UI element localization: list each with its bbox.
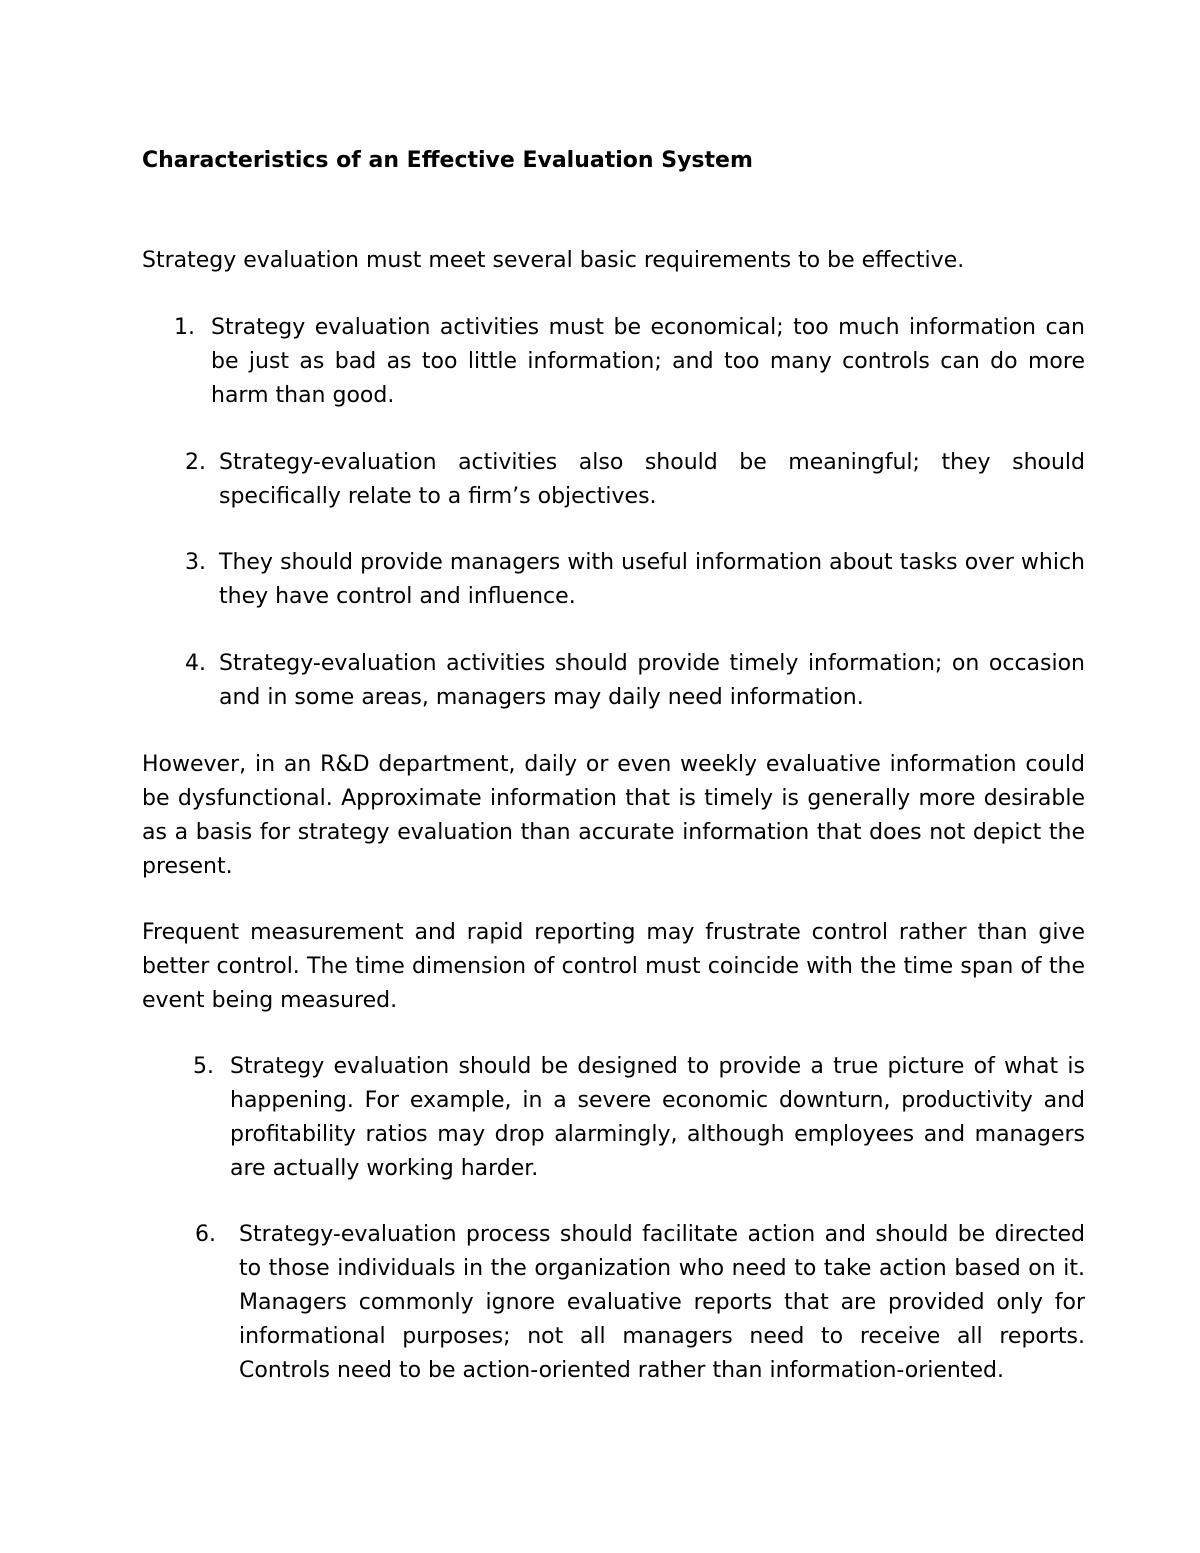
body-paragraph-2: Frequent measurement and rapid reporting may frustrate control rather than give better control. The time dimension of control must coincide with the time span of the event being measured. xyxy=(142,920,1085,1013)
list-item-number: 1. xyxy=(174,315,195,340)
list-item-number: 4. xyxy=(185,651,206,676)
list-item-text: Strategy-evaluation process should facilitate action and should be directed to those individuals in the organization who need to take action based on it. Managers commonly ignore evaluative reports that are provided only for informational purposes; not all managers need to receive all reports. Controls need to be action-oriented rather than information-oriented. xyxy=(239,1222,1085,1383)
list-item-text: Strategy-evaluation activities also should be meaningful; they should specifically relate to a firm’s objectives. xyxy=(219,450,1085,509)
list-item-number: 5. xyxy=(193,1054,214,1079)
list-item xyxy=(185,647,1085,715)
intro-paragraph: Strategy evaluation must meet several basic requirements to be effective. xyxy=(142,248,965,273)
list-item xyxy=(185,546,1085,614)
list-item-text: Strategy evaluation activities must be economical; too much information can be just as bad as too little information; and too many controls can do more harm than good. xyxy=(211,315,1085,408)
list-item xyxy=(185,446,1085,514)
document-title: Characteristics of an Effective Evaluation System xyxy=(142,148,753,173)
list-item-number: 3. xyxy=(185,550,206,575)
list-item xyxy=(195,1218,1085,1388)
list-item xyxy=(193,1050,1085,1186)
list-item-text: Strategy-evaluation activities should provide timely information; on occasion and in some areas, managers may daily need information. xyxy=(219,651,1085,710)
list-item-number: 6. xyxy=(195,1222,216,1247)
body-paragraph-1: However, in an R&D department, daily or even weekly evaluative information could be dysfunctional. Approximate information that is timely is generally more desirable as a basis for strategy evaluation than accurate information that does not depict the present. xyxy=(142,752,1085,879)
list-item xyxy=(174,311,1085,413)
list-item-text: Strategy evaluation should be designed to provide a true picture of what is happening. For example, in a severe economic downturn, productivity and profitability ratios may drop alarmingly, although employees and managers are actually working harder. xyxy=(230,1054,1085,1181)
list-item-text: They should provide managers with useful information about tasks over which they have control and influence. xyxy=(219,550,1085,609)
list-item-number: 2. xyxy=(185,450,206,475)
